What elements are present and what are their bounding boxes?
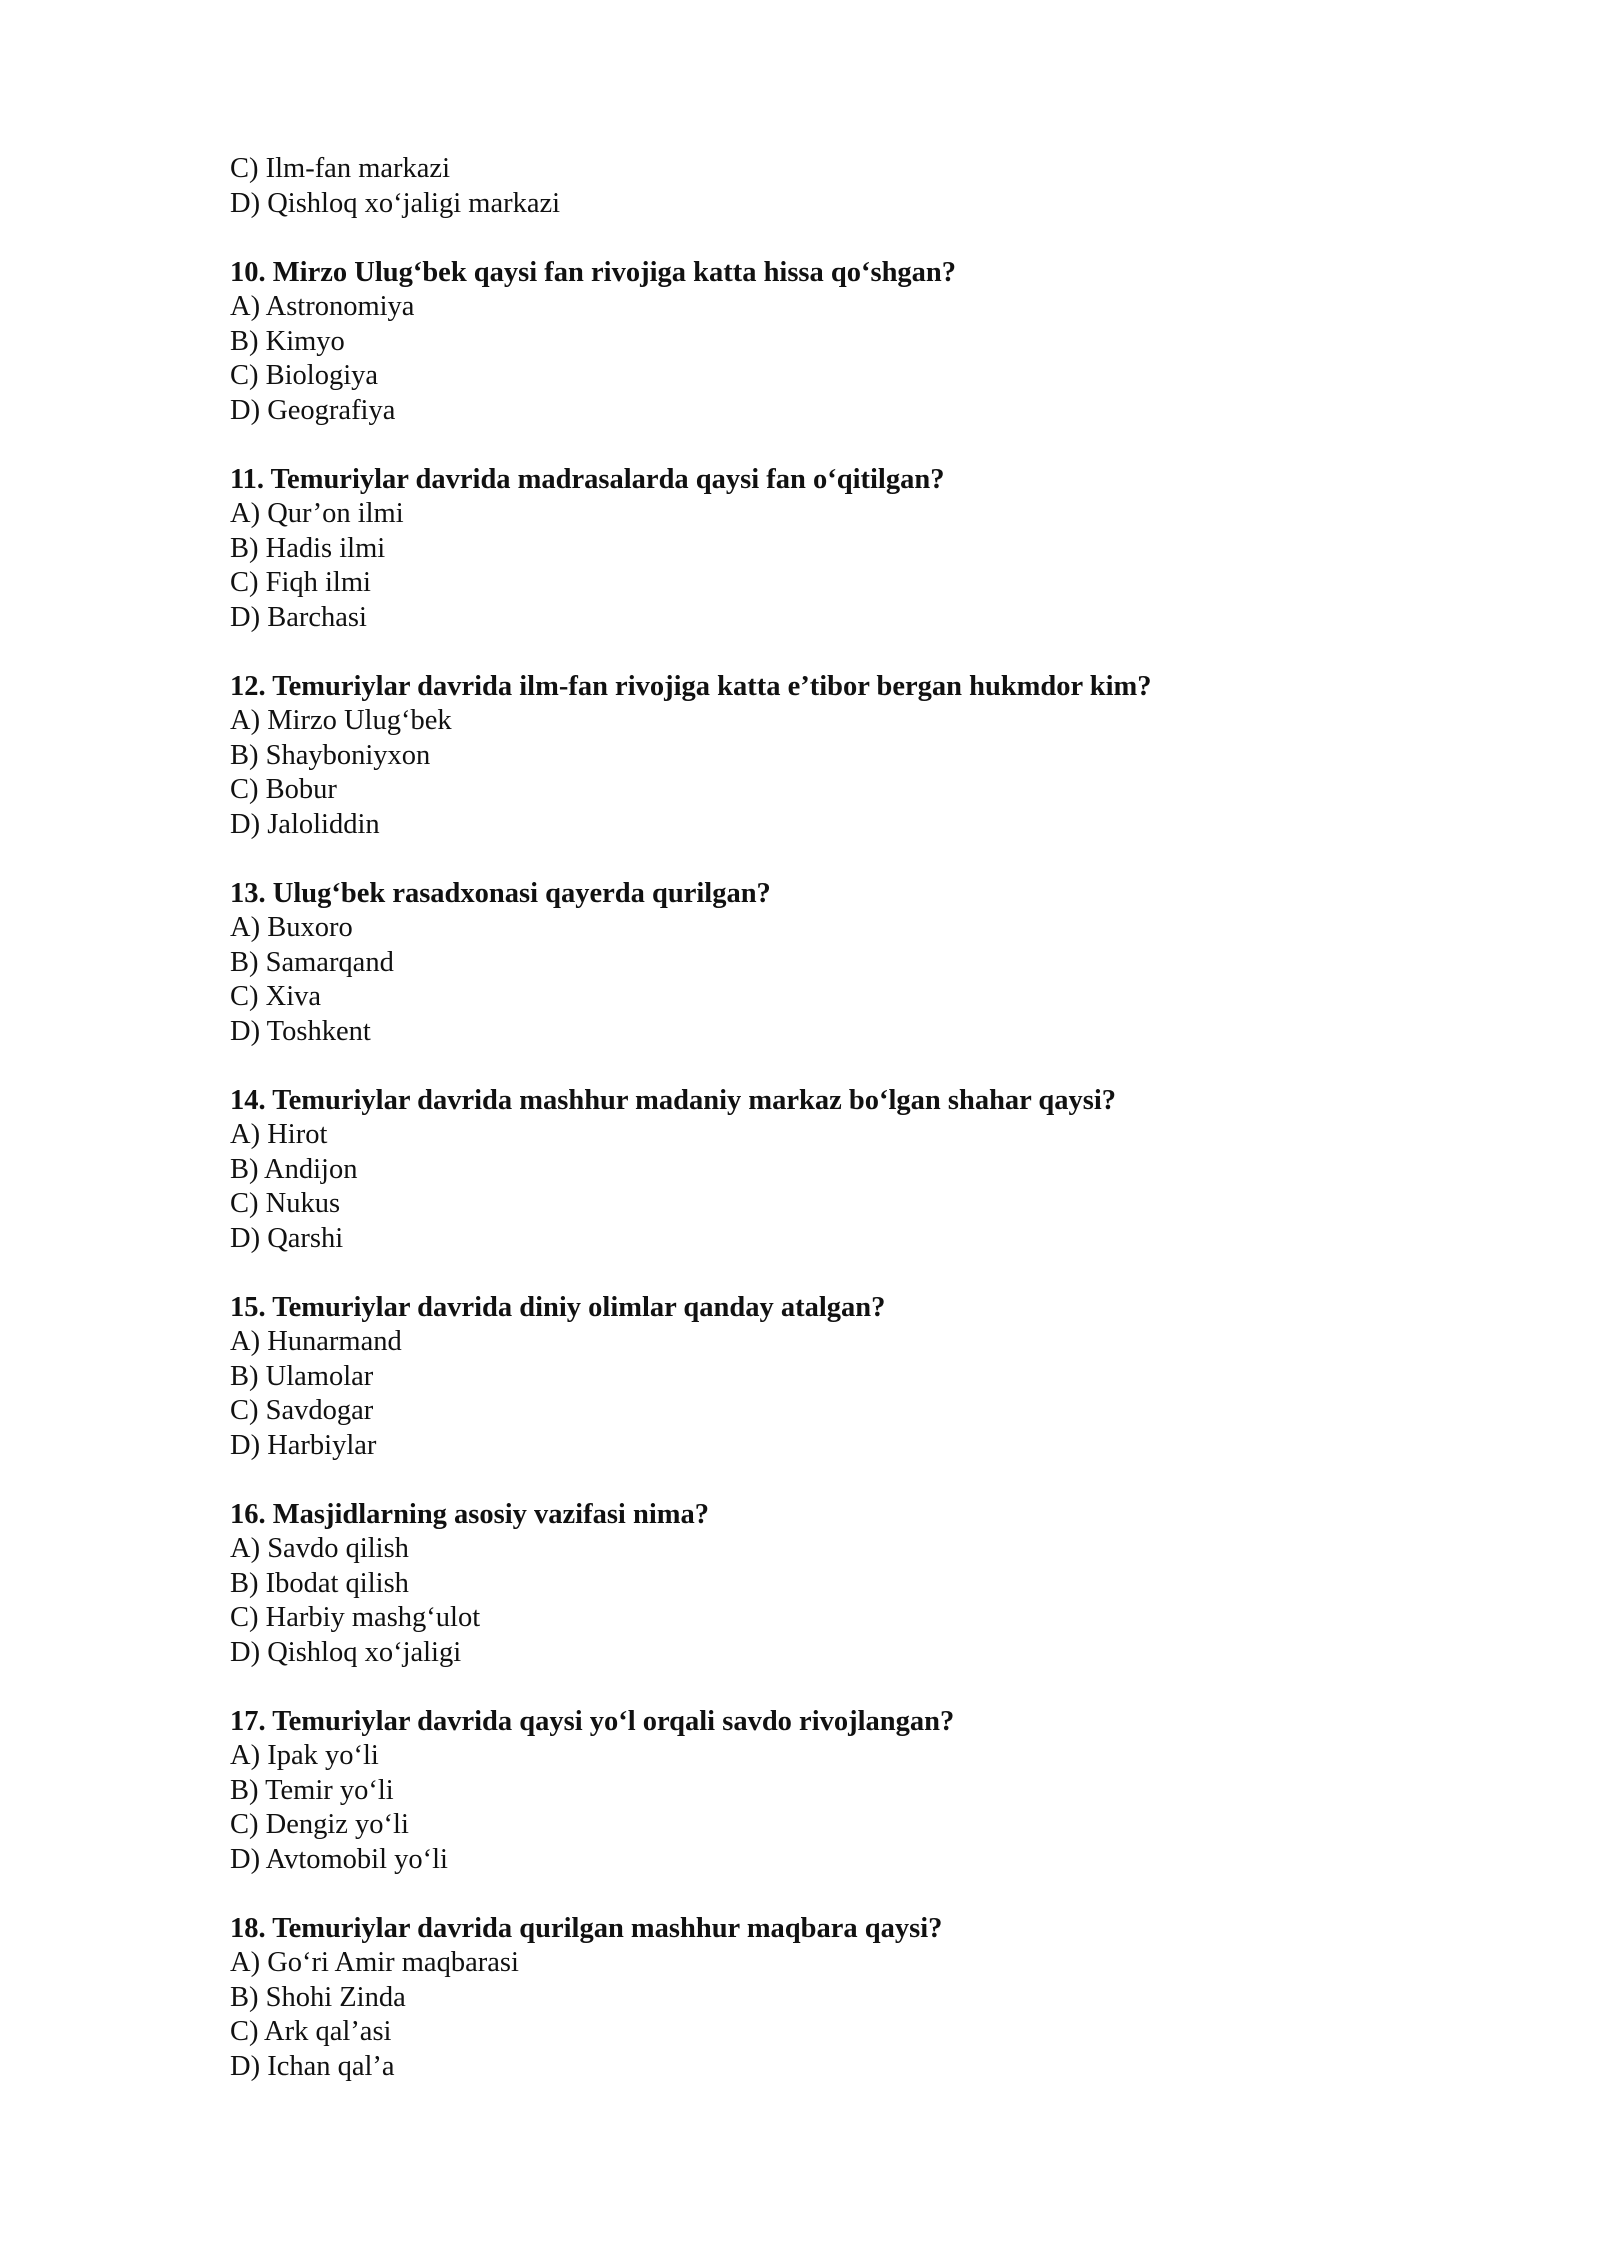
option-d: D) Ichan qal’a xyxy=(230,2050,395,2082)
option-b: B) Samarqand xyxy=(230,946,394,978)
option-a: A) Hunarmand xyxy=(230,1326,402,1357)
option-a: A) Buxoro xyxy=(230,912,353,943)
question-title: 17. Temuriylar davrida qaysi yo‘l orqali savdo rivojlangan? xyxy=(230,1705,955,1737)
option-b: B) Ibodat qilish xyxy=(230,1567,409,1599)
question-10 xyxy=(230,256,1430,429)
question-title: 15. Temuriylar davrida diniy olimlar qanday atalgan? xyxy=(230,1291,886,1323)
option-b: B) Shohi Zinda xyxy=(230,1981,406,2013)
option-d: D) Qishloq xo‘jaligi markazi xyxy=(230,187,561,219)
question-12 xyxy=(230,670,1430,843)
document-page xyxy=(230,152,1430,2084)
option-c: C) Bobur xyxy=(230,774,337,805)
question-14 xyxy=(230,1084,1430,1257)
option-b: B) Temir yo‘li xyxy=(230,1774,394,1806)
option-d: D) Avtomobil yo‘li xyxy=(230,1843,448,1875)
question-18 xyxy=(230,1912,1430,2085)
question-title: 10. Mirzo Ulug‘bek qaysi fan rivojiga katta hissa qo‘shgan? xyxy=(230,256,957,288)
option-b: B) Ulamolar xyxy=(230,1360,374,1392)
question-17 xyxy=(230,1705,1430,1878)
option-b: B) Shayboniyxon xyxy=(230,739,431,771)
option-d: D) Harbiylar xyxy=(230,1429,377,1461)
option-c: C) Xiva xyxy=(230,981,322,1012)
option-c: C) Biologiya xyxy=(230,360,379,391)
question-title: 16. Masjidlarning asosiy vazifasi nima? xyxy=(230,1498,709,1530)
question-11 xyxy=(230,463,1430,636)
question-15 xyxy=(230,1291,1430,1464)
option-d: D) Barchasi xyxy=(230,601,367,633)
option-a: A) Go‘ri Amir maqbarasi xyxy=(230,1947,519,1978)
option-c: C) Savdogar xyxy=(230,1395,374,1426)
option-a: A) Hirot xyxy=(230,1119,328,1150)
option-b: B) Andijon xyxy=(230,1153,358,1185)
option-b: B) Hadis ilmi xyxy=(230,532,386,564)
option-d: D) Jaloliddin xyxy=(230,808,380,840)
question-title: 18. Temuriylar davrida qurilgan mashhur maqbara qaysi? xyxy=(230,1912,943,1944)
option-c: C) Dengiz yo‘li xyxy=(230,1809,409,1840)
option-a: A) Mirzo Ulug‘bek xyxy=(230,705,452,736)
option-c: C) Ark qal’asi xyxy=(230,2016,392,2047)
question-13 xyxy=(230,877,1430,1050)
option-a: A) Qur’on ilmi xyxy=(230,498,404,529)
question-title: 12. Temuriylar davrida ilm-fan rivojiga katta e’tibor bergan hukmdor kim? xyxy=(230,670,1152,702)
option-a: A) Astronomiya xyxy=(230,291,415,322)
option-d: D) Qarshi xyxy=(230,1222,344,1254)
question-16 xyxy=(230,1498,1430,1671)
question-title: 11. Temuriylar davrida madrasalarda qaysi fan o‘qitilgan? xyxy=(230,463,945,495)
option-d: D) Toshkent xyxy=(230,1015,371,1047)
option-c: C) Fiqh ilmi xyxy=(230,567,371,598)
option-b: B) Kimyo xyxy=(230,325,345,357)
option-c: C) Nukus xyxy=(230,1188,341,1219)
option-a: A) Savdo qilish xyxy=(230,1533,409,1564)
option-c: C) Harbiy mashg‘ulot xyxy=(230,1602,481,1633)
question-title: 13. Ulug‘bek rasadxonasi qayerda qurilgan? xyxy=(230,877,771,909)
question-title: 14. Temuriylar davrida mashhur madaniy markaz bo‘lgan shahar qaysi? xyxy=(230,1084,1117,1116)
option-d: D) Qishloq xo‘jaligi xyxy=(230,1636,462,1668)
option-d: D) Geografiya xyxy=(230,394,396,426)
leading-options xyxy=(230,152,1430,221)
option-a: A) Ipak yo‘li xyxy=(230,1740,379,1771)
option-c: C) Ilm-fan markazi xyxy=(230,153,450,184)
